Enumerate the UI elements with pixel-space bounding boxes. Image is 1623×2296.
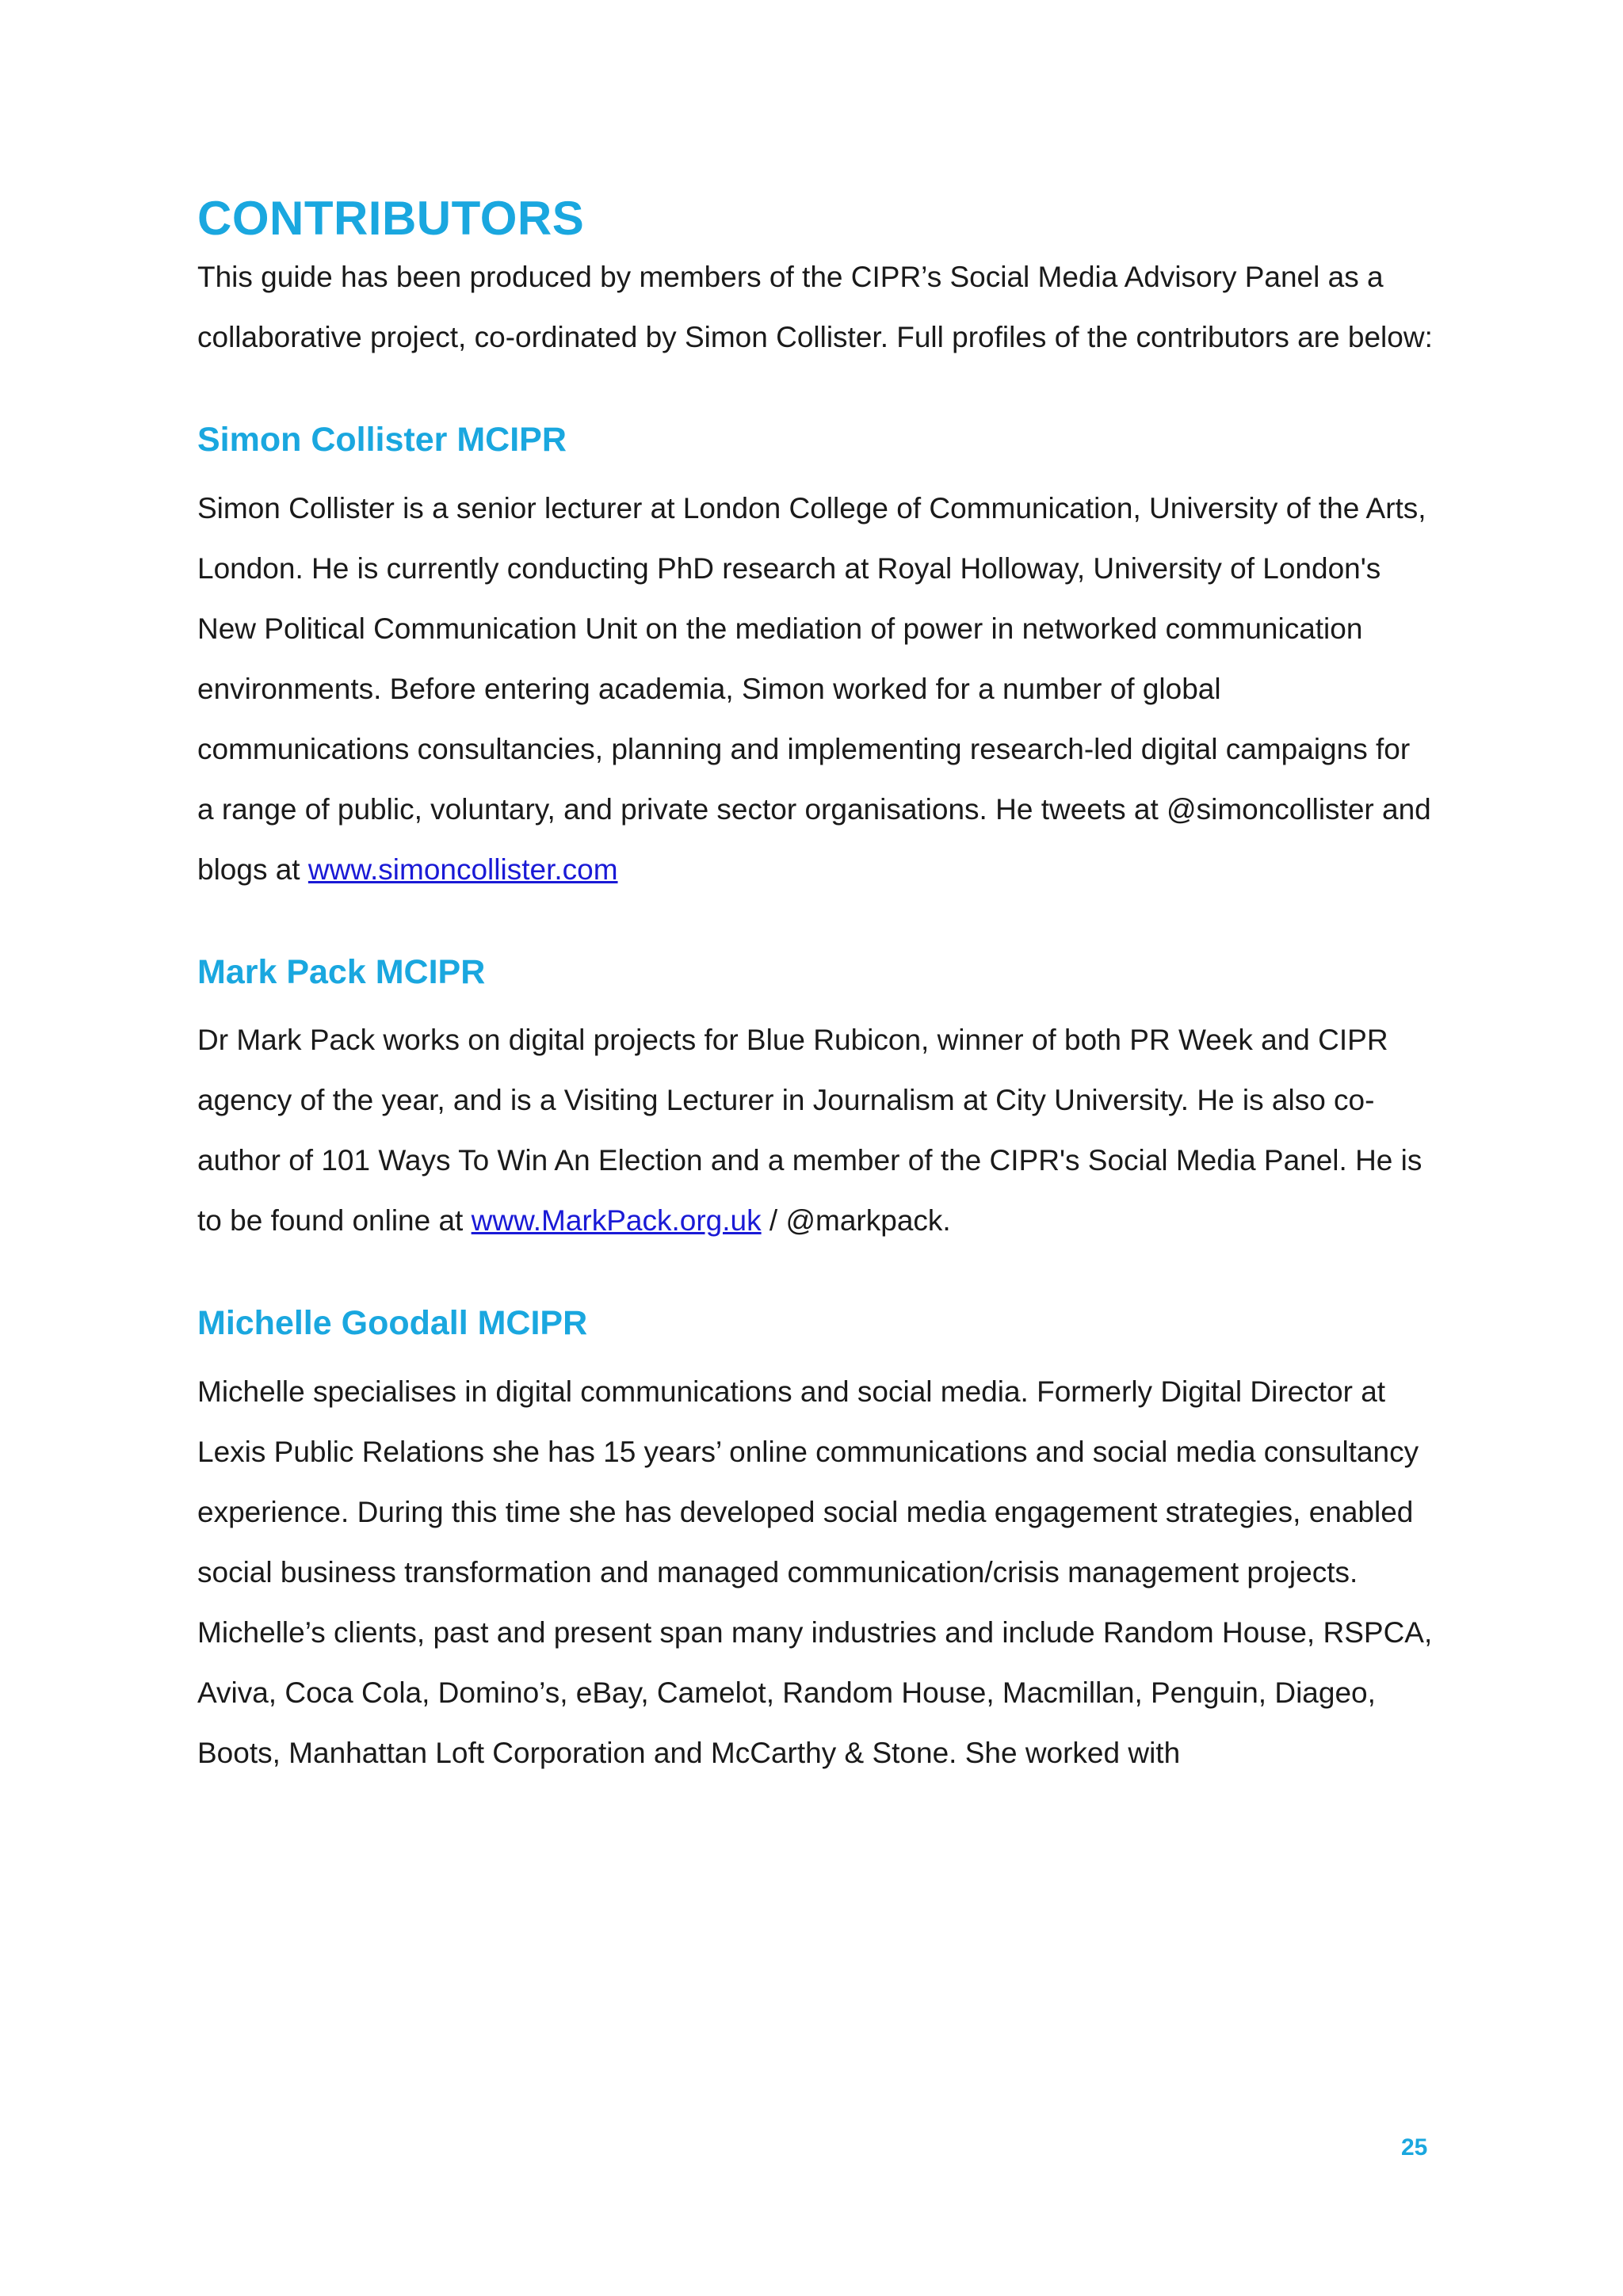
bio-text: Simon Collister is a senior lecturer at London College of Communication, University of the Arts, London. He is currently conducting PhD research at Royal Holloway, University of London's New Political Communication Unit on the mediation of power in networked communication environments. Before entering academia, Simon worked for a number of global communications consultancies, planning and implementing research-led digital campaigns for a range of public, voluntary, and private sector organisations. He tweets at @simoncollister and blogs at (197, 491, 1431, 886)
contributor-name: Simon Collister MCIPR (197, 421, 567, 459)
contributor-bio-continued: Michelle’s clients, past and present span many industries and include Random House, RSPCA, Aviva, Coca Cola, Domino’s, eBay, Camelot, Random House, Macmillan, Penguin, Diageo, Boots, Manhattan Loft Corporation and McCarthy & Stone. She worked with (197, 1615, 1433, 1769)
contributor-section-mark (197, 952, 1434, 1252)
contributor-bio (197, 1010, 1434, 1251)
page-title: CONTRIBUTORS (197, 192, 585, 245)
bio-text-after: / @markpack. (761, 1204, 951, 1238)
bio-text: Dr Mark Pack works on digital projects for Blue Rubicon, winner of both PR Week and CIPR agency of the year, and is a Visiting Lecturer in Journalism at City University. He is also co-author of 101 Ways To Win An Election and a member of the CIPR's Social Media Panel. He is to be found online at (197, 1024, 1423, 1238)
contributor-section-michelle (197, 1303, 1434, 1783)
contributor-bio: Michelle specialises in digital communications and social media. Formerly Digital Director at Lexis Public Relations she has 15 years’ online communications and social media consultancy experience. During this time she has developed social media engagement strategies, enabled social business transformation and managed communication/crisis management projects. (197, 1375, 1419, 1589)
contributor-name: Mark Pack MCIPR (197, 952, 486, 991)
contributor-bio (197, 479, 1434, 900)
page-content (197, 190, 1434, 1783)
website-link[interactable]: www.MarkPack.org.uk (471, 1204, 762, 1238)
intro-paragraph: This guide has been produced by members of the CIPR’s Social Media Advisory Panel as a collaborative project, co-ordinated by Simon Collister. Full profiles of the contributors are below: (197, 261, 1433, 353)
page-number: 25 (1401, 2134, 1428, 2161)
contributor-name: Michelle Goodall MCIPR (197, 1304, 588, 1343)
contributor-section-simon (197, 420, 1434, 900)
website-link[interactable]: www.simoncollister.com (307, 852, 618, 886)
